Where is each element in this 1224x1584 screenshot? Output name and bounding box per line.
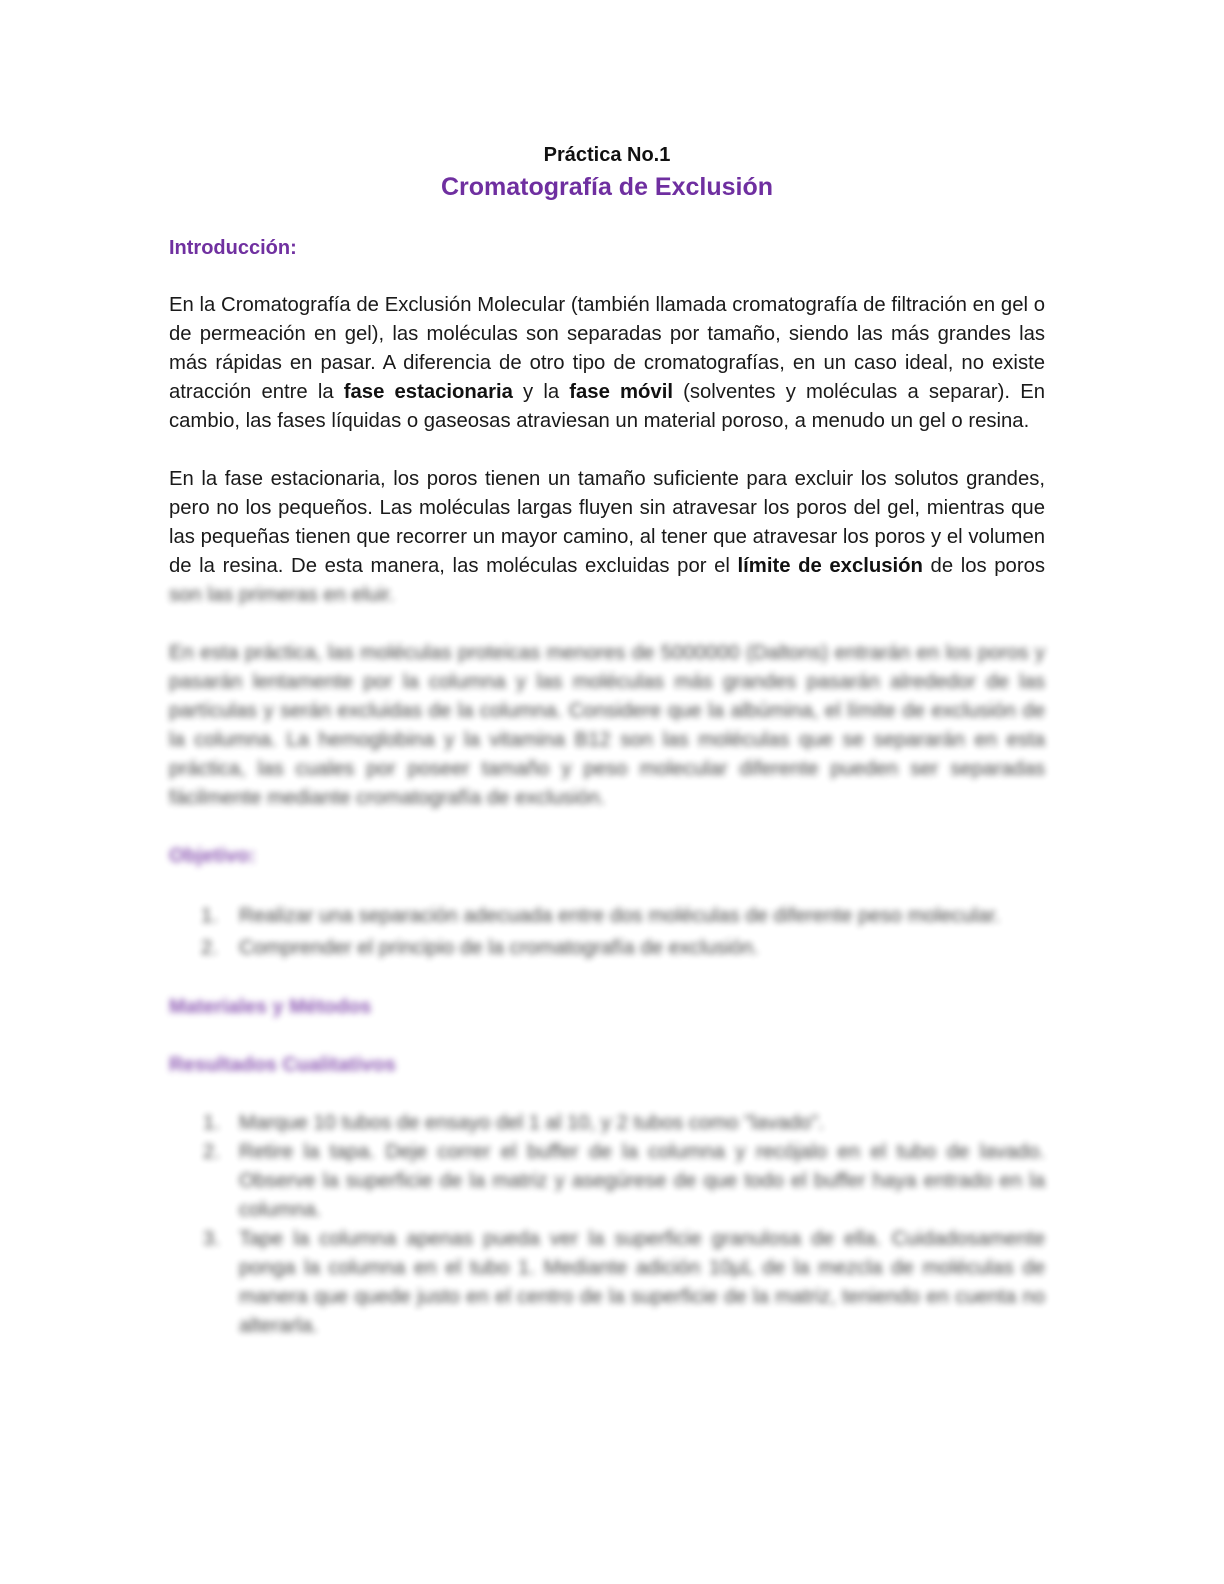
list-item: 1. Realizar una separación adecuada entre dos moléculas de diferente peso molecular. [169,900,1045,932]
objectives-heading: Objetivo: [169,845,256,867]
list-item: 1. Marque 10 tubos de ensayo del 1 al 10, y 2 tubos como "lavado". [169,1109,1045,1138]
bold-term: fase estacionaria [343,381,513,403]
list-marker: 1. [203,1112,220,1134]
procedure-steps [169,1109,1045,1341]
list-marker: 1. [201,905,218,927]
blurred-content [169,581,1045,1341]
methods-heading: Materiales y Métodos [169,996,372,1018]
bold-term: límite de exclusión [737,555,923,577]
list-marker: 2. [203,1141,220,1163]
intro-paragraph-2: En la fase estacionaria, los poros tienen un tamaño suficiente para excluir los solutos grandes, pero no los pequeños. Las moléculas largas fluyen sin atravesar los poros del gel, mientras que las pequeñas tienen que recorrer un mayor camino, al tener que atravesar los poros y el volumen de la resina. De esta manera, las moléculas excluidas por el límite de exclusión de los poros [169,468,1045,577]
document-page [169,140,1045,1341]
page-title: Cromatografía de Exclusión [440,173,774,201]
list-item: 2. Comprender el principio de la cromatografía de exclusión. [169,932,1045,964]
bold-term: fase móvil [569,381,673,403]
results-heading: Resultados Cualitativos [169,1054,396,1076]
intro-paragraph-3: En esta práctica, las moléculas proteicas menores de 5000000 (Daltons) entrarán en los poros y pasarán lentamente por la columna y las moléculas más grandes pasarán alrededor de las partículas y serán excluidas de la columna. Considere que la albúmina, el límite de exclusión de la columna. La hemoglobina y la vitamina B12 son las moléculas que se separarán en esta práctica, las cuales por poseer tamaño y peso molecular diferente pueden ser separadas fácilmente mediante cromatografía de exclusión. [169,642,1045,809]
intro-paragraph-2-tail: son las primeras en eluir. [169,584,395,606]
practice-number: Práctica No.1 [543,144,671,166]
intro-paragraph-2-wrapper [169,465,1045,581]
intro-paragraph-2-visible [169,465,1045,581]
intro-paragraph-1: En la Cromatografía de Exclusión Molecular (también llamada cromatografía de filtración en gel o de permeación en gel), las moléculas son separadas por tamaño, siendo las más grandes las más rápidas en pasar. A diferencia de otro tipo de cromatografías, en un caso ideal, no existe atracción entre la fase estacionaria y la fase móvil (solventes y moléculas a separar). En cambio, las fases líquidas o gaseosas atraviesan un material poroso, a menudo un gel o resina. [169,294,1045,432]
list-item: 3. Tape la columna apenas pueda ver la superficie granulosa de ella. Cuidadosamente ponga la columna en el tubo 1. Mediante adición 10µL de la mezcla de moléculas de manera que quede justo en el centro de la superficie de la matriz, teniendo en cuenta no alterarla. [169,1225,1045,1341]
list-marker: 2. [201,937,218,959]
list-item: 2. Retire la tapa. Deje correr el buffer de la columna y recójalo en el tubo de lavado. Observe la superficie de la matriz y asegúrese de que todo el buffer haya entrado en la columna. [169,1138,1045,1225]
intro-heading: Introducción: [169,237,297,259]
list-marker: 3. [203,1228,220,1250]
objectives-list [169,900,1045,964]
